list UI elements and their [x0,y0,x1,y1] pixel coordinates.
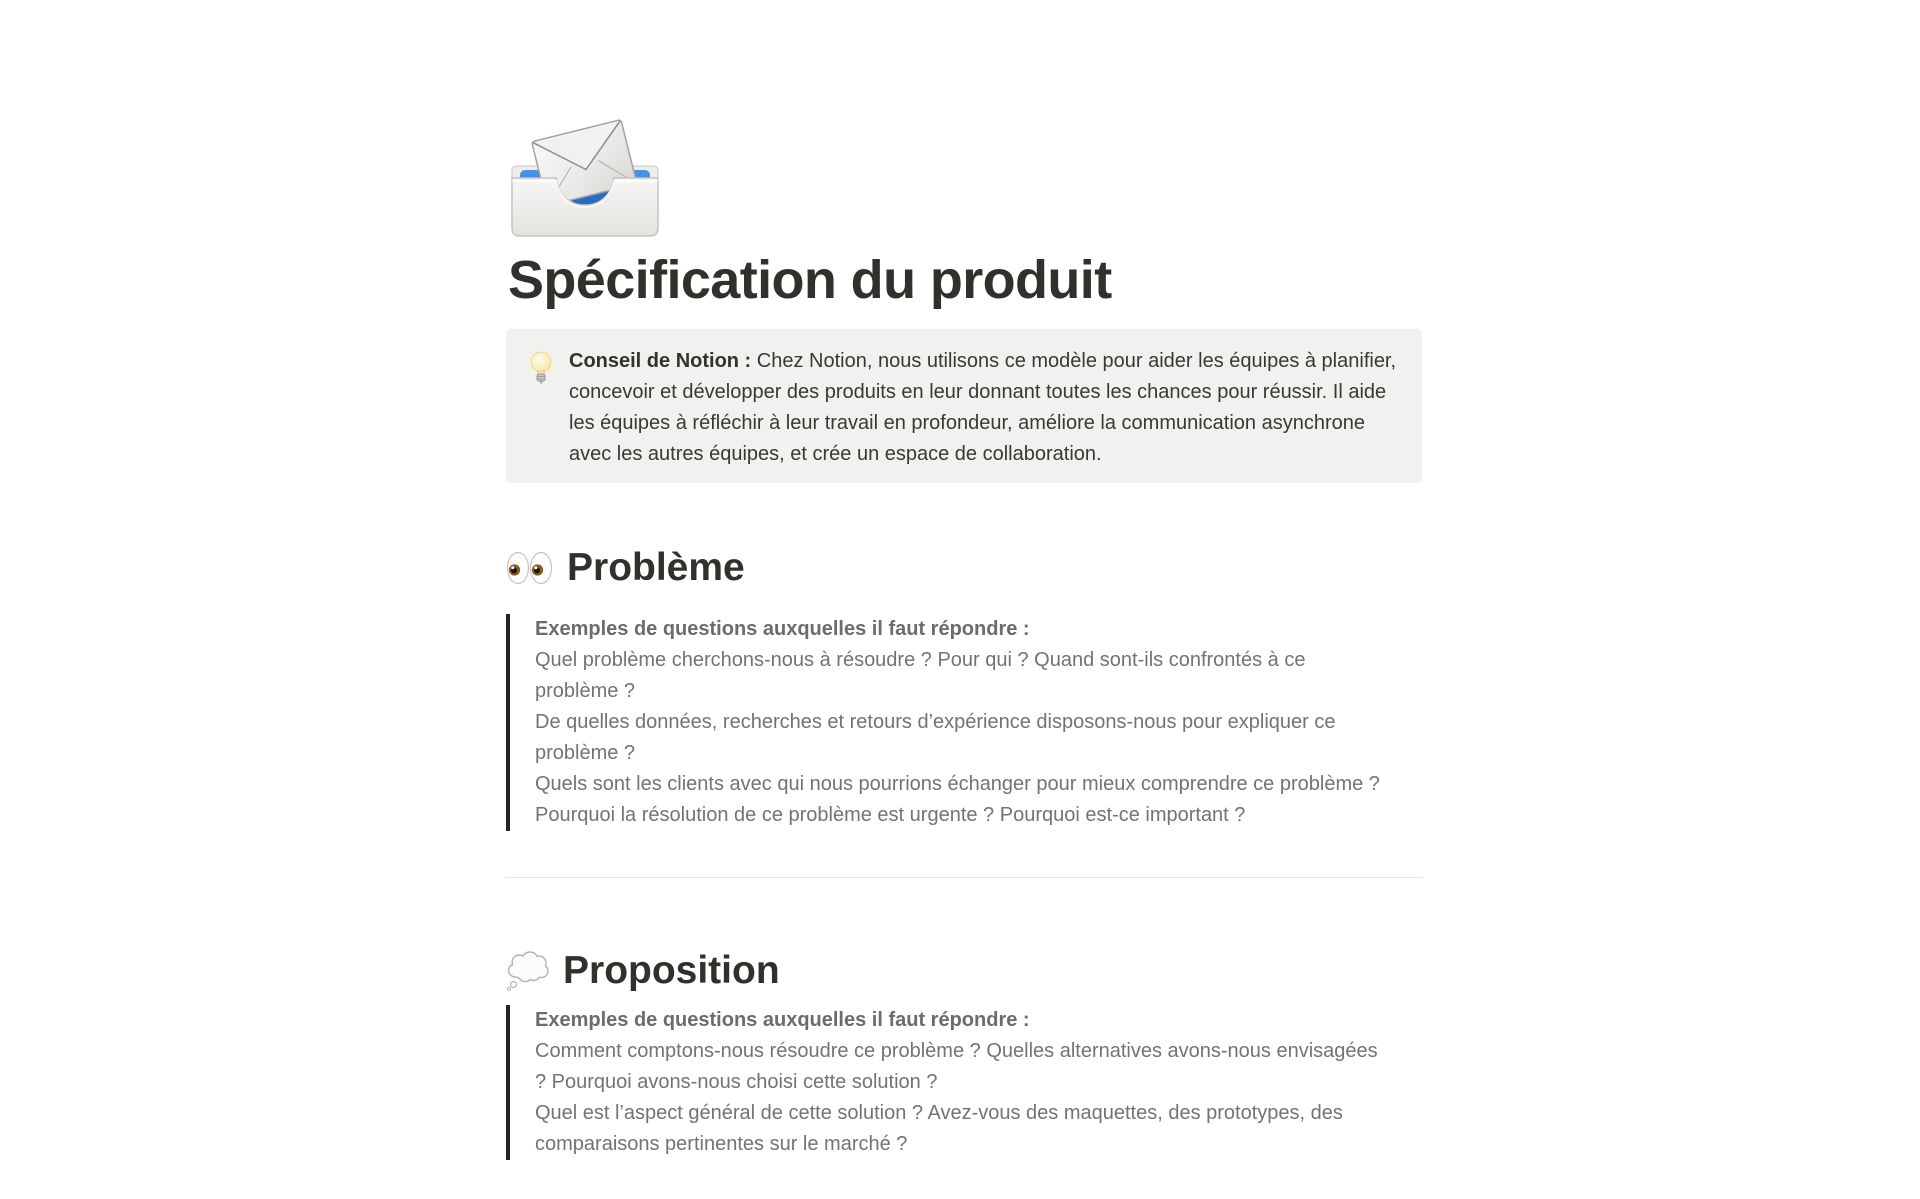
quote-question: Comment comptons-nous résoudre ce problème ? Quelles alternatives avons-nous envisagées ? Pourquoi avons-nous choisi cette solution ? [535,1040,1378,1093]
callout-lead: Conseil de Notion : [569,350,752,372]
light-bulb-icon [526,349,556,387]
quote-question: Quels sont les clients avec qui nous pourrions échanger pour mieux comprendre ce problème ? [535,773,1380,795]
callout-description: Chez Notion, nous utilisons ce modèle pour aider les équipes à planifier, concevoir et développer des produits en leur donnant toutes les chances pour réussir. Il aide les équipes à réfléchir à leur travail en profondeur, améliore la communication asynchrone avec les autres équipes, et crée un espace de collaboration. [569,350,1397,465]
eyes-icon [506,551,554,585]
quote-question: Pourquoi la résolution de ce problème est urgente ? Pourquoi est-ce important ? [535,804,1246,826]
section-heading-proposition[interactable] [506,948,1422,993]
callout-text[interactable] [569,346,1401,470]
quote-question: De quelles données, recherches et retours d’expérience disposons-nous pour expliquer ce problème ? [535,711,1336,764]
quote-block-probleme[interactable] [506,614,1422,831]
page-content [506,0,1422,1160]
quote-block-proposition[interactable] [506,1005,1422,1160]
divider [506,877,1422,878]
section-heading-probleme[interactable] [506,545,1422,590]
thought-balloon-icon [506,950,550,991]
quote-question: Quel est l’aspect général de cette solution ? Avez-vous des maquettes, des prototypes, des comparaisons pertinentes sur le marché ? [535,1102,1343,1155]
quote-lead: Exemples de questions auxquelles il faut répondre : [535,1009,1030,1031]
section-title-proposition: Proposition [563,949,780,992]
page-title[interactable]: Spécification du produit [508,250,1112,310]
quote-lead: Exemples de questions auxquelles il faut répondre : [535,618,1030,640]
page-icon inbox-envelope-icon[interactable] [506,118,664,238]
section-title-probleme: Problème [567,546,745,589]
callout-block[interactable] [506,329,1422,483]
quote-question: Quel problème cherchons-nous à résoudre ? Pour qui ? Quand sont-ils confrontés à ce problème ? [535,649,1306,702]
